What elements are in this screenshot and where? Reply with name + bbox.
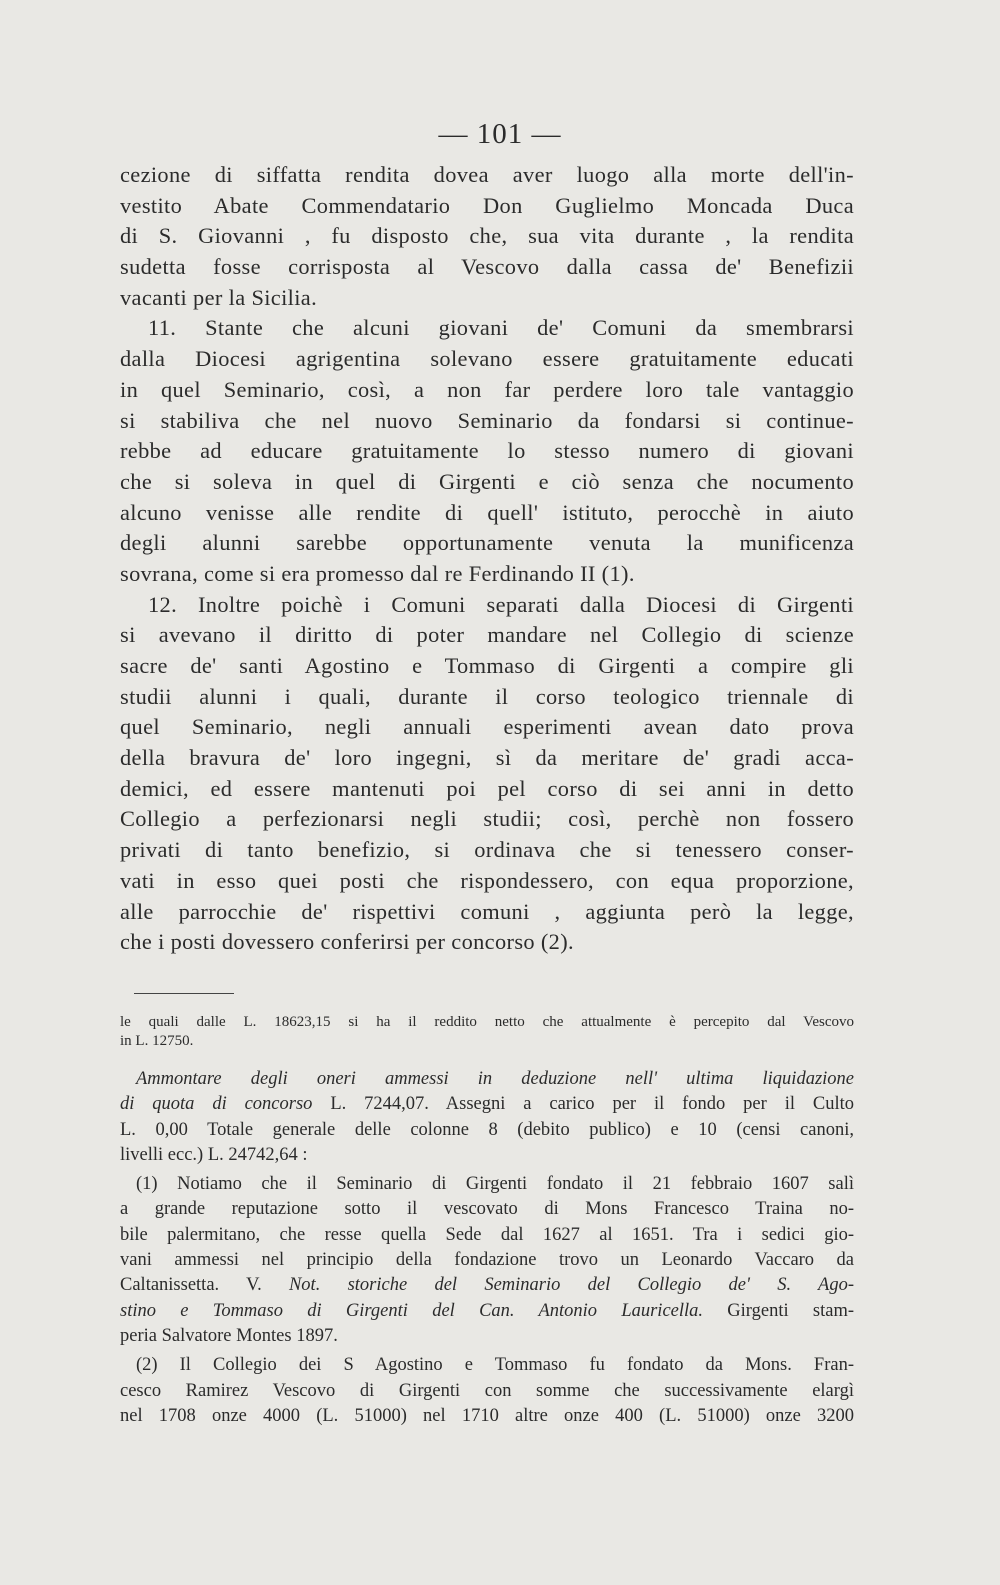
- body-line: studii alunni i quali, durante il corso teologico triennale di: [120, 683, 854, 709]
- body-line: privati di tanto benefizio, si ordinava che si tenessero conser-: [120, 837, 854, 863]
- note-line: bile palermitano, che resse quella Sede dal 1627 al 1651. Tra i sedici gio-: [120, 1224, 854, 1245]
- body-line: degli alunni sarebbe opportunamente venuta la munificenza: [120, 530, 854, 556]
- paragraph-12-start: 12. Inoltre poichè i Comuni separati dalla Diocesi di Girgenti: [148, 591, 854, 617]
- body-line: che i posti dovessero conferirsi per concorso (2).: [120, 929, 574, 955]
- note-line: stino e Tommaso di Girgenti del Can. Antonio Lauricella. Girgenti stam-: [120, 1300, 854, 1321]
- note-line: (1) Notiamo che il Seminario di Girgenti fondato il 21 febbraio 1607 salì: [136, 1174, 854, 1195]
- note-line: Caltanissetta. V. Not. storiche del Seminario del Collegio de' S. Ago-: [120, 1275, 854, 1296]
- page-number: — 101 —: [438, 118, 562, 150]
- body-line: alcuno venisse alle rendite di quell' istituto, perocchè in aiuto: [120, 499, 854, 525]
- note-line: (2) Il Collegio dei S Agostino e Tommaso fu fondato da Mons. Fran-: [136, 1355, 854, 1376]
- body-line: della bravura de' loro ingegni, sì da meritare de' gradi acca-: [120, 745, 854, 771]
- body-line: rebbe ad educare gratuitamente lo stesso numero di giovani: [120, 438, 854, 464]
- body-line: si stabiliva che nel nuovo Seminario da fondarsi si continue-: [120, 407, 854, 433]
- body-line: demici, ed essere mantenuti poi pel corso di sei anni in detto: [120, 775, 854, 801]
- body-line: in quel Seminario, così, a non far perdere loro tale vantaggio: [120, 376, 854, 402]
- note-line: livelli ecc.) L. 24742,64 :: [120, 1144, 308, 1165]
- body-line: sudetta fosse corrisposta al Vescovo dalla cassa de' Benefizii: [120, 254, 854, 280]
- body-line: Collegio a perfezionarsi negli studii; così, perchè non fossero: [120, 806, 854, 832]
- body-line: alle parrocchie de' rispettivi comuni , aggiunta però la legge,: [120, 898, 854, 924]
- body-line: sacre de' santi Agostino e Tommaso di Girgenti a compire gli: [120, 653, 854, 678]
- body-line: vacanti per la Sicilia.: [120, 284, 318, 310]
- body-text: [120, 160, 854, 958]
- note-line: di quota di concorso L. 7244,07. Assegni a carico per il fondo per il Culto: [120, 1094, 854, 1115]
- note-line: nel 1708 onze 4000 (L. 51000) nel 1710 altre onze 400 (L. 51000) onze 3200: [120, 1405, 854, 1426]
- note-line: a grande reputazione sotto il vescovato di Mons Francesco Traina no-: [120, 1199, 854, 1220]
- footnotes: [120, 1013, 854, 1433]
- footnote-1: [120, 1172, 854, 1349]
- note-line: in L. 12750.: [120, 1033, 194, 1049]
- note-line: Ammontare degli oneri ammessi in deduzione nell' ultima liquidazione: [136, 1069, 854, 1089]
- note-line: peria Salvatore Montes 1897.: [120, 1325, 338, 1346]
- note-line: cesco Ramirez Vescovo di Girgenti con somme che successivamente elargì: [120, 1380, 854, 1401]
- body-line: vestito Abate Commendatario Don Guglielmo Moncada Duca: [120, 192, 854, 218]
- body-line: sovrana, come si era promesso dal re Ferdinando II (1).: [120, 560, 635, 586]
- body-line: dalla Diocesi agrigentina solevano essere gratuitamente educati: [120, 346, 854, 372]
- body-line: vati in esso quei posti che rispondessero, con equa proporzione,: [120, 867, 854, 893]
- footnote-2: [120, 1353, 854, 1429]
- note-line: L. 0,00 Totale generale delle colonne 8 (debito publico) e 10 (censi canoni,: [120, 1119, 854, 1140]
- body-line: di S. Giovanni , fu disposto che, sua vita durante , la rendita: [120, 223, 854, 249]
- body-line: che si soleva in quel di Girgenti e ciò senza che nocumento: [120, 468, 854, 494]
- footnote-separator: [134, 993, 234, 994]
- note-line: le quali dalle L. 18623,15 si ha il reddito netto che attualmente è percepito dal Vescovo: [120, 1014, 854, 1030]
- body-line: quel Seminario, negli annuali esperimenti avean dato prova: [120, 714, 854, 740]
- footnote-continuation: [120, 1013, 854, 1051]
- note-table-summary: [120, 1067, 854, 1168]
- body-line: si avevano il diritto di poter mandare nel Collegio di scienze: [120, 622, 854, 648]
- paragraph-11-start: 11. Stante che alcuni giovani de' Comuni da smembrarsi: [148, 315, 854, 341]
- body-line: cezione di siffatta rendita dovea aver luogo alla morte dell'in-: [120, 162, 854, 187]
- note-line: vani ammessi nel principio della fondazione trovo un Leonardo Vaccaro da: [120, 1250, 854, 1271]
